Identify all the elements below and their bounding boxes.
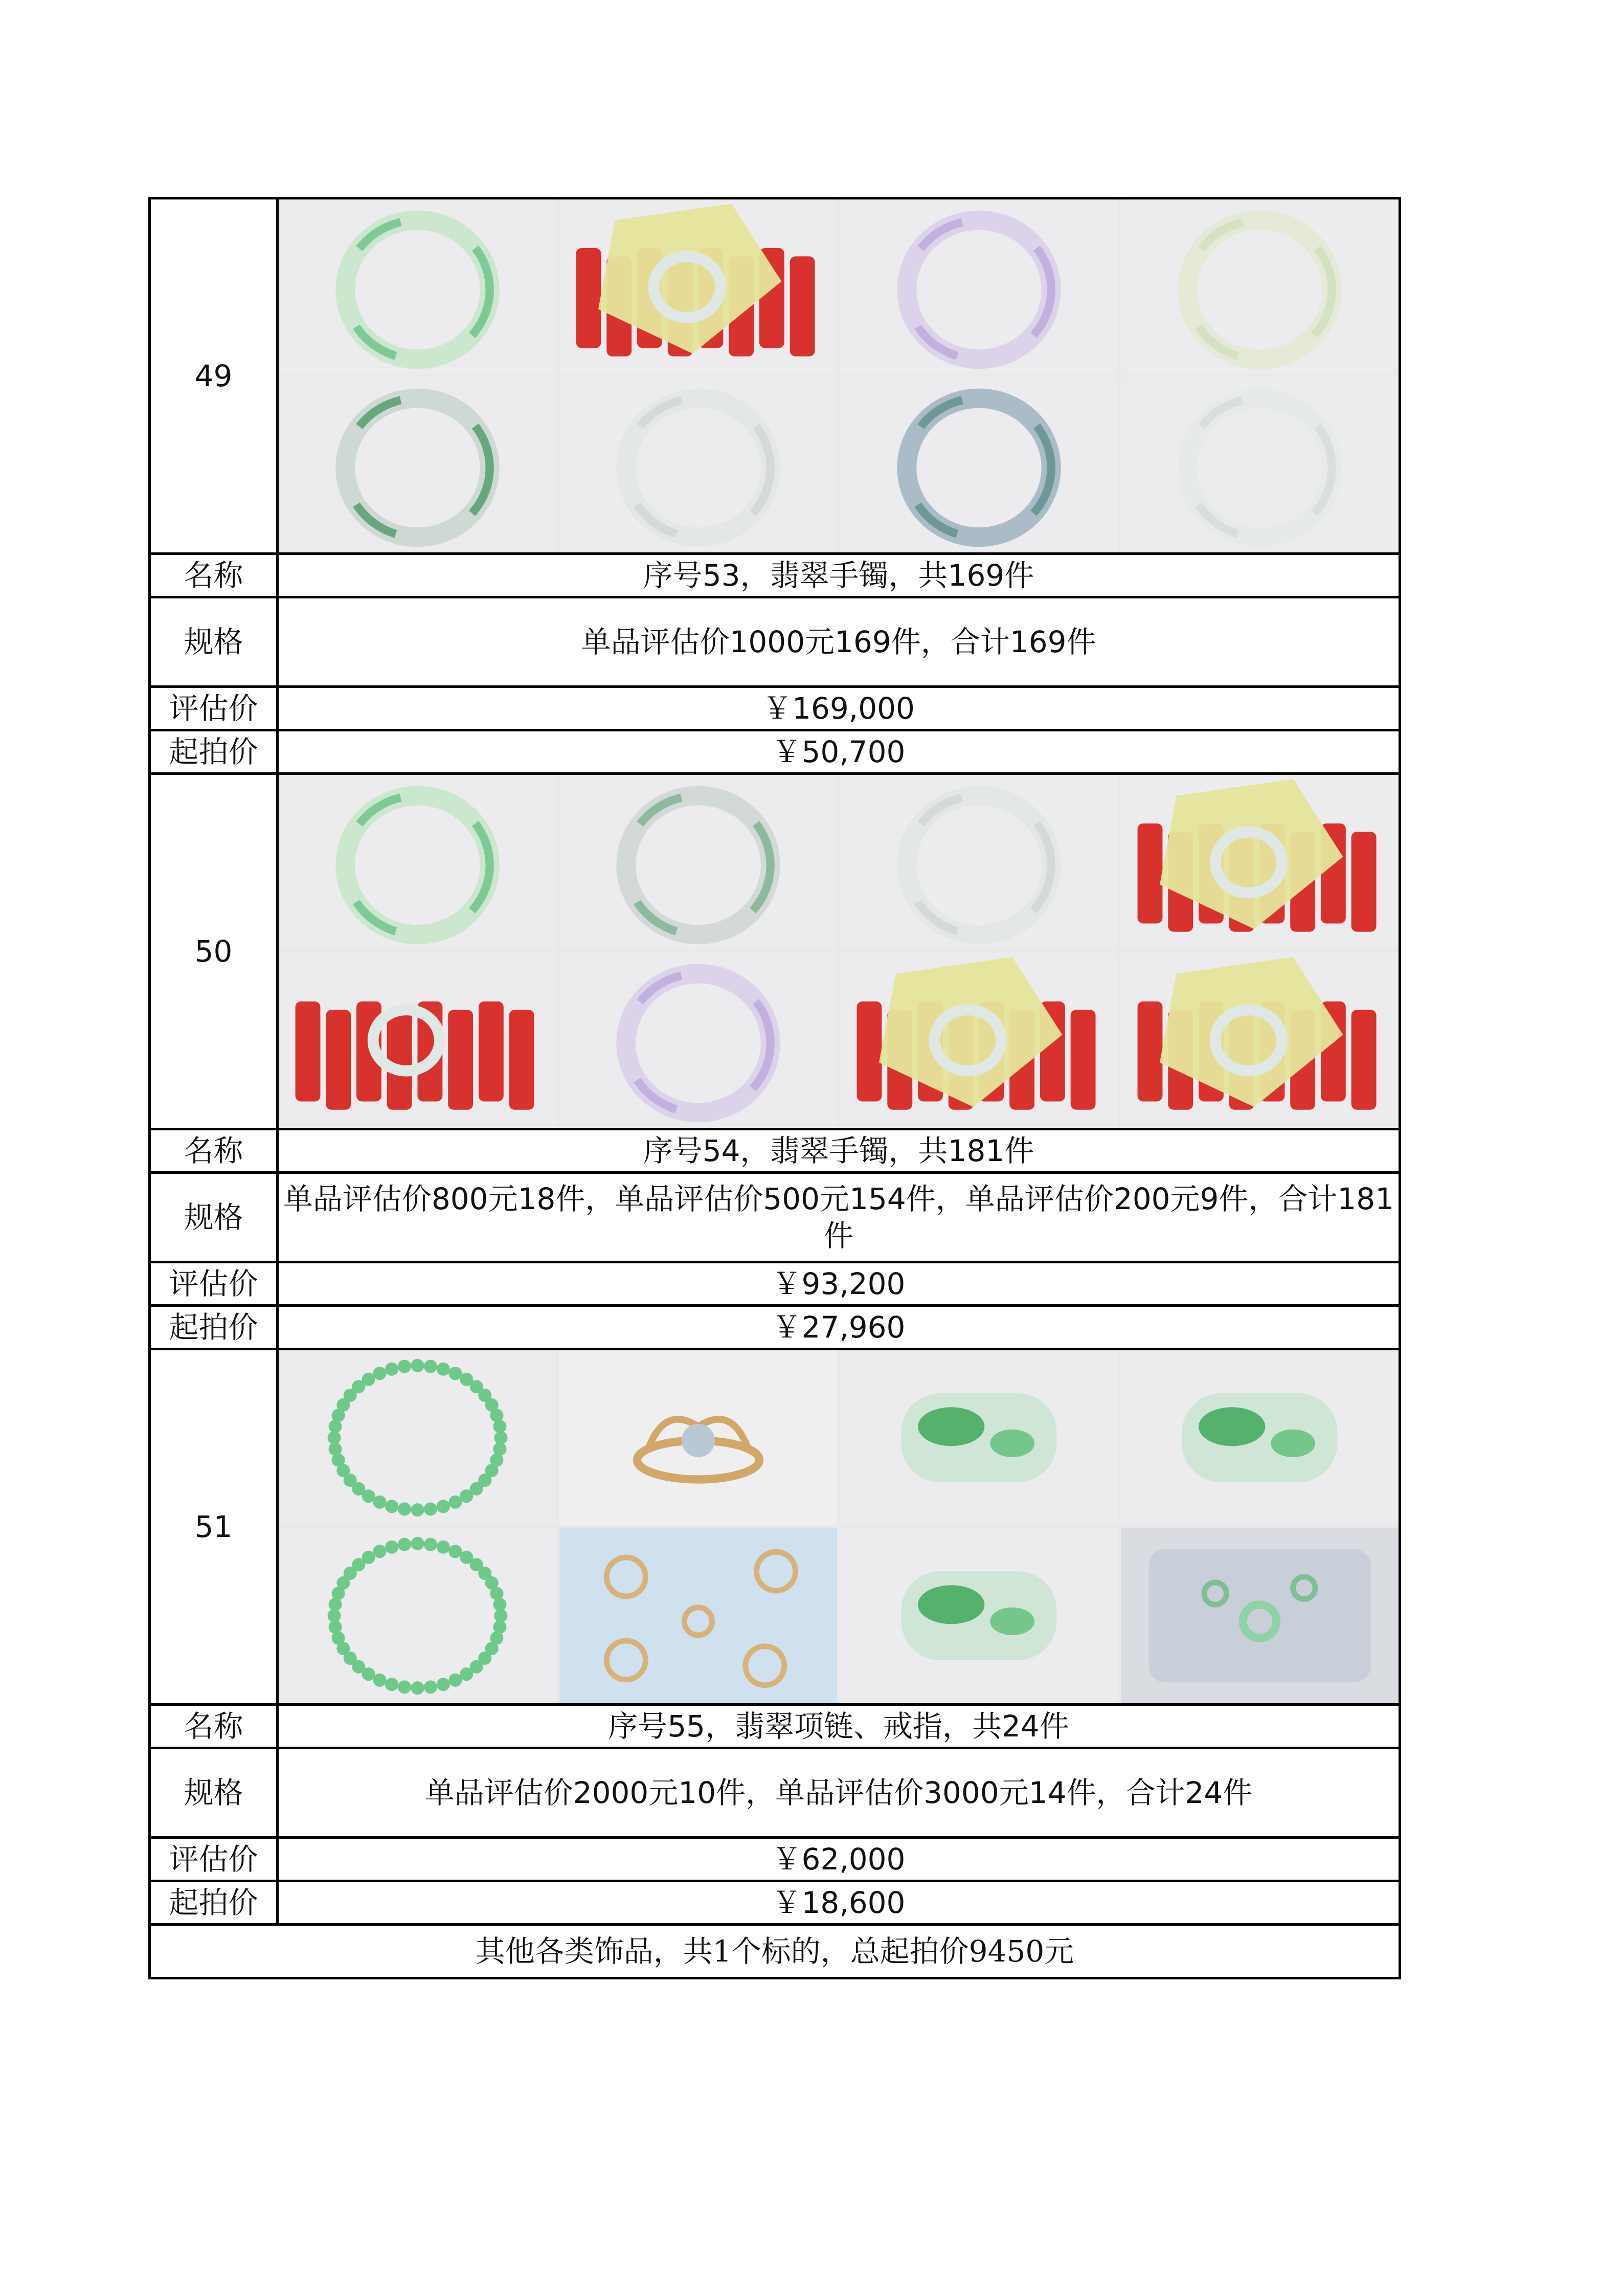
appraisal-label: 评估价 [150, 1838, 278, 1881]
lot-photo-grid [278, 198, 1400, 554]
name-label: 名称 [150, 1705, 278, 1748]
bangle-white-photo [1121, 377, 1399, 552]
jade-saddle-ring-photo [840, 1350, 1118, 1525]
bangle-lavender-photo [559, 953, 837, 1128]
red-packages-yellow-cloth-photo [1121, 775, 1399, 950]
rings-in-bags-photo [1121, 1528, 1399, 1703]
lot-photo-grid [278, 774, 1400, 1129]
lot-spec: 单品评估价2000元10件，单品评估价3000元14件，合计24件 [278, 1748, 1400, 1838]
bangle-mixed-photo [559, 775, 837, 950]
bangle-grey-green-photo [279, 377, 556, 552]
start-price-label: 起拍价 [150, 1881, 278, 1925]
start-price: ￥18,600 [278, 1881, 1400, 1925]
bangle-green-photo [279, 775, 556, 950]
lot-spec: 单品评估价800元18件，单品评估价500元154件，单品评估价200元9件，合计181件 [278, 1173, 1400, 1262]
lot-number: 49 [150, 198, 278, 554]
bangle-in-yellow-cloth-photo [559, 199, 837, 374]
lot-name: 序号55，翡翠项链、戒指，共24件 [278, 1705, 1400, 1748]
jade-saddle-ring-side-photo [1121, 1350, 1399, 1525]
footer-summary: 其他各类饰品，共1个标的，总起拍价9450元 [150, 1925, 1400, 1978]
bangle-blue-grey-photo [840, 377, 1118, 552]
bangle-clear-photo [840, 775, 1118, 950]
spec-label: 规格 [150, 1173, 278, 1262]
bangle-green-photo [279, 199, 556, 374]
appraisal-label: 评估价 [150, 1262, 278, 1306]
appraisal-price: ￥62,000 [278, 1838, 1400, 1881]
lot-number: 50 [150, 774, 278, 1129]
start-price: ￥27,960 [278, 1306, 1400, 1349]
lot-name: 序号54，翡翠手镯，共181件 [278, 1129, 1400, 1173]
start-price: ￥50,700 [278, 730, 1400, 774]
yellow-cloth-bangle-red-photo [1121, 953, 1399, 1128]
lot-spec: 单品评估价1000元169件，合计169件 [278, 597, 1400, 687]
bangle-pale-yellow-photo [1121, 199, 1399, 374]
lot-photo-grid [278, 1349, 1400, 1705]
appraisal-price: ￥169,000 [278, 687, 1400, 730]
jade-bead-necklace-photo [279, 1350, 556, 1525]
jade-saddle-ring-front-photo [840, 1528, 1118, 1703]
name-label: 名称 [150, 1129, 278, 1173]
spec-label: 规格 [150, 597, 278, 687]
bangle-lavender-photo [840, 199, 1118, 374]
appraisal-label: 评估价 [150, 687, 278, 730]
lot-name: 序号53，翡翠手镯，共169件 [278, 554, 1400, 597]
auction-table [148, 197, 1401, 1979]
bangle-clear-photo [559, 377, 837, 552]
start-price-label: 起拍价 [150, 1306, 278, 1349]
jade-bead-necklace-2-photo [279, 1528, 556, 1703]
yellow-cloth-red-packages-photo [840, 953, 1118, 1128]
appraisal-price: ￥93,200 [278, 1262, 1400, 1306]
rings-on-blue-photo [559, 1528, 837, 1703]
spec-label: 规格 [150, 1748, 278, 1838]
name-label: 名称 [150, 554, 278, 597]
crown-ring-photo [559, 1350, 837, 1525]
start-price-label: 起拍价 [150, 730, 278, 774]
lot-number: 51 [150, 1349, 278, 1705]
red-packages-bangle-photo [279, 953, 556, 1128]
